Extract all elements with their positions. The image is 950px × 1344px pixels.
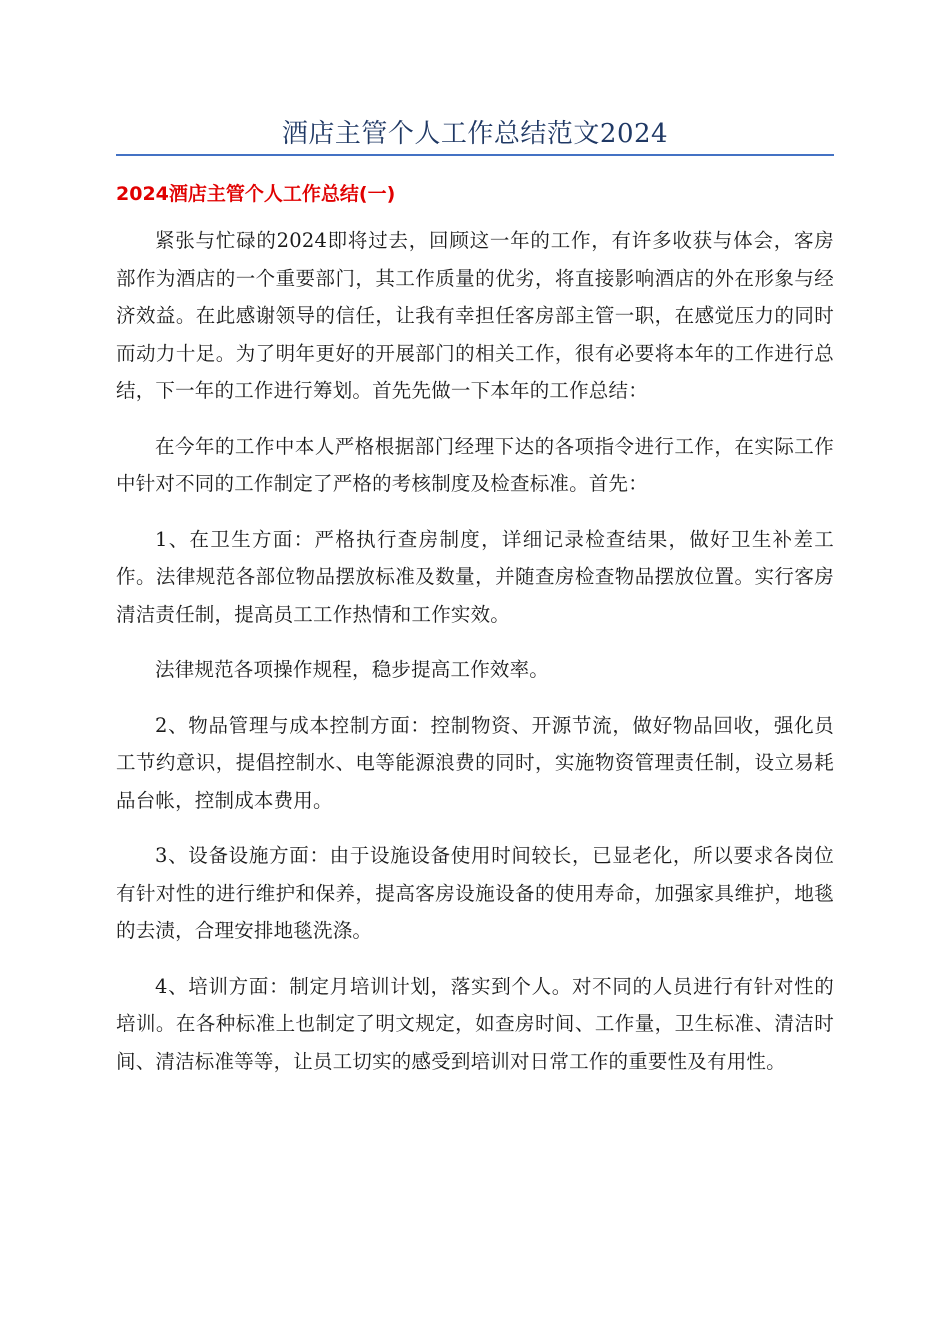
paragraph-procedures: 法律规范各项操作规程，稳步提高工作效率。 xyxy=(155,658,550,681)
section-heading: 2024酒店主管个人工作总结(一) xyxy=(116,183,396,205)
paragraph-intro: 紧张与忙碌的2024即将过去，回顾这一年的工作，有许多收获与体会，客房部作为酒店的一个重要部门，其工作质量的优劣，将直接影响酒店的外在形象与经济效益。在此感谢领导的信任，让我有幸担任客房部主管一职，在感觉压力的同时而动力十足。为了明年更好的开展部门的相关工作，很有必要将本年的工作进行总结，下一年的工作进行筹划。首先先做一下本年的工作总结： xyxy=(116,229,834,402)
title-underline xyxy=(116,154,834,156)
document-title: 酒店主管个人工作总结范文2024 xyxy=(281,119,669,149)
paragraph-facilities: 3、设备设施方面：由于设施设备使用时间较长，已显老化，所以要求各岗位有针对性的进行维护和保养，提高客房设施设备的使用寿命，加强家具维护，地毯的去渍，合理安排地毯洗涤。 xyxy=(116,844,834,942)
paragraph-cost-control: 2、物品管理与成本控制方面：控制物资、开源节流，做好物品回收，强化员工节约意识，提倡控制水、电等能源浪费的同时，实施物资管理责任制，设立易耗品台帐，控制成本费用。 xyxy=(116,713,834,812)
paragraph-overview: 在今年的工作中本人严格根据部门经理下达的各项指令进行工作，在实际工作中针对不同的工作制定了严格的考核制度及检查标准。首先： xyxy=(116,434,834,495)
document-body xyxy=(116,222,834,1098)
paragraph-hygiene: 1、在卫生方面：严格执行查房制度，详细记录检查结果，做好卫生补差工作。法律规范各部位物品摆放标准及数量，并随查房检查物品摆放位置。实行客房清洁责任制，提高员工工作热情和工作实效。 xyxy=(116,527,834,626)
paragraph-training: 4、培训方面：制定月培训计划，落实到个人。对不同的人员进行有针对性的培训。在各种标准上也制定了明文规定，如查房时间、工作量，卫生标准、清洁时间、清洁标准等等，让员工切实的感受到培训对日常工作的重要性及有用性。 xyxy=(116,974,834,1073)
